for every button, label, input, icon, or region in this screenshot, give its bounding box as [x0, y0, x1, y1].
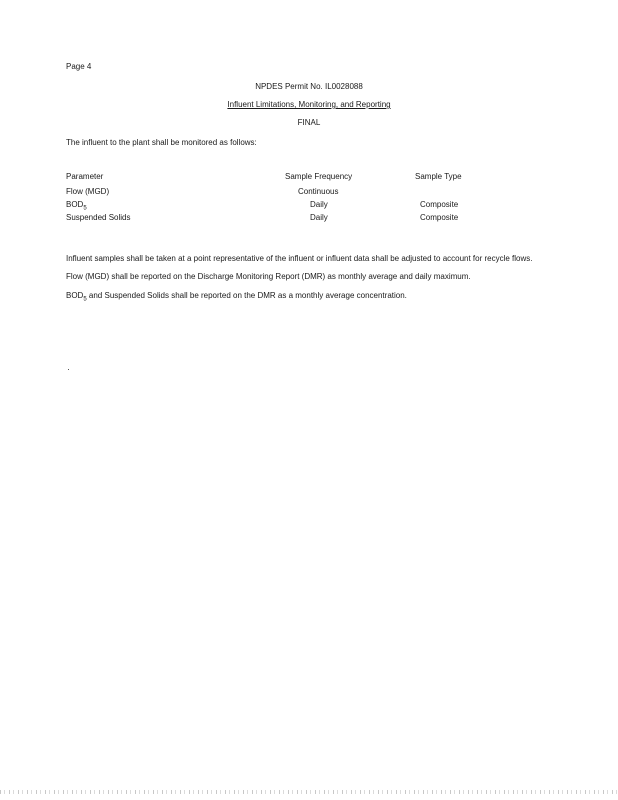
- header-sample-type: Sample Type: [415, 172, 462, 181]
- stray-mark: [68, 369, 69, 370]
- row-2-frequency: Daily: [310, 200, 328, 209]
- note-bod-reporting: $BOD_5$ and Suspended Solids shall be reported on the DMR as a monthly average concentration.: [66, 291, 407, 303]
- permit-number: NPDES Permit No. IL0028088: [255, 82, 363, 91]
- scan-artifact-line: [0, 790, 618, 794]
- row-3-parameter: Suspended Solids: [66, 213, 131, 222]
- header-sample-frequency: Sample Frequency: [285, 172, 353, 181]
- row-2-type: Composite: [420, 200, 459, 209]
- row-3-type: Composite: [420, 213, 459, 222]
- row-3-frequency: Daily: [310, 213, 328, 222]
- status-label: FINAL: [297, 118, 321, 127]
- row-2-parameter: $BOD_5$: [66, 200, 87, 212]
- intro-text: The influent to the plant shall be monitored as follows:: [66, 138, 257, 147]
- section-title: Influent Limitations, Monitoring, and Reporting: [227, 100, 391, 109]
- page-label: Page 4: [66, 62, 92, 71]
- row-1-parameter: Flow (MGD): [66, 187, 110, 196]
- note-influent-samples: Influent samples shall be taken at a point representative of the influent or influent data shall be adjusted to account for recycle flows.: [66, 254, 533, 263]
- row-1-frequency: Continuous: [298, 187, 339, 196]
- header-parameter: Parameter: [66, 172, 104, 181]
- note-flow-reporting: Flow (MGD) shall be reported on the Discharge Monitoring Report (DMR) as monthly average and daily maximum.: [66, 272, 471, 281]
